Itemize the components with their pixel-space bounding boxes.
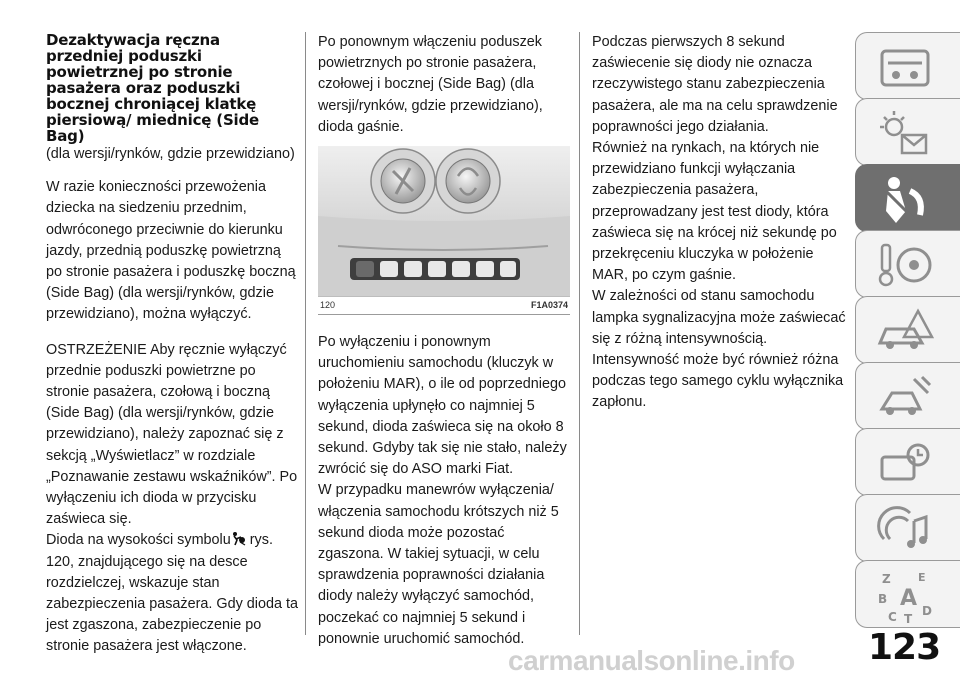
paragraph: Po wyłączeniu i ponownym uruchomieniu samochodu (kluczyk w położeniu MAR), o ile od poprzedniego wyłączenia upłynęło co najmniej 5 sekund, dioda zaświeca się na około 8 sekund. Gdyby tak się nie stało, należy zwrócić się do ASO marki Fiat. <box>318 334 567 478</box>
car-info-icon <box>874 39 938 95</box>
index-letter: E <box>918 571 926 584</box>
index-letter: A <box>900 586 918 611</box>
index-letter: C <box>888 610 897 624</box>
tab-safety[interactable] <box>855 164 960 232</box>
paragraph-text: rys. 120, znajdującego się na desce rozdzielczej, wskazuje stan zabezpieczenia pasażera. Gdy dioda ta jest zgaszona, zabezpieczenie po stronie pasażera jest włączone. <box>46 532 298 655</box>
watermark-text: carmanualsonline.info <box>508 645 795 676</box>
index-letter: Z <box>882 572 891 586</box>
figure <box>318 146 570 328</box>
paragraph: W razie konieczności przewożenia dziecka na siedzeniu przednim, odwróconego przeciwnie do kierunku jazdy, przednią poduszkę powietrzną po stronie pasażera i poduszkę boczną (Side Bag) (dla wersji/rynków, gdzie przewidziano), można wyłączyć. <box>46 179 296 323</box>
warning-lights-icon <box>874 105 938 161</box>
car-emergency-icon <box>874 303 938 359</box>
tab-maintenance[interactable] <box>855 362 960 430</box>
column-divider <box>305 32 306 635</box>
paragraph: W przypadku manewrów wyłączenia/ włączenia samochodu krótszych niż 5 sekund dioda może pozostać zgaszona. W takiej sytuacji, w celu sprawdzenia poprawności działania diody należy wyłączyć samochód, poczekać co najmniej 5 sekund i ponownie uruchomić samochód. <box>318 482 559 647</box>
section-subheading: (dla wersji/rynków, gdzie przewidziano) <box>46 146 295 162</box>
dashboard-photo <box>318 146 570 297</box>
dashboard-controls-illustration <box>318 146 570 296</box>
multimedia-icon <box>874 501 938 557</box>
tab-technical-data[interactable] <box>855 428 960 496</box>
warning-paragraph: OSTRZEŻENIE Aby ręcznie wyłączyć przednie poduszki powietrzne po stronie pasażera, czołową i boczną (Side Bag) (dla wersji/rynków, gdzie przewidziano), należy zapoznać się z sekcją „Wyświetlacz” w rozdziale „Poznawanie zestawu wskaźników”. Po wyłączeniu ich dioda w przycisku zaświeca się. <box>46 341 298 528</box>
key-steering-icon <box>874 237 938 293</box>
tab-starting-driving[interactable] <box>855 230 960 298</box>
tab-alphabetical-index[interactable] <box>855 560 960 628</box>
paragraph: Podczas pierwszych 8 sekund zaświecenie się diody nie oznacza rzeczywistego stanu zabezpieczenia pasażera, ale ma na celu sprawdzenie poprawności jego działania. <box>592 34 838 135</box>
index-letter: T <box>904 612 913 626</box>
tab-multimedia[interactable] <box>855 494 960 562</box>
tab-emergency[interactable] <box>855 296 960 364</box>
figure-number: 120 <box>320 300 336 311</box>
airbag-off-icon <box>231 531 246 546</box>
tab-car-info[interactable] <box>855 32 960 100</box>
column-3 <box>592 32 848 414</box>
figure-divider <box>318 314 570 315</box>
paragraph <box>46 530 298 657</box>
chapter-tabs <box>855 32 960 632</box>
column-divider <box>579 32 580 635</box>
index-letter: D <box>922 604 932 618</box>
column-2 <box>318 32 570 650</box>
section-heading: Dezaktywacja ręczna przedniej poduszki powietrznej po stronie pasażera oraz poduszki bocznej chroniącej klatkę piersiową/ miednicę (Side Bag) <box>46 31 260 145</box>
paragraph: W zależności od stanu samochodu lampka sygnalizacyjna może zaświecać się z różną intensywnością. Intensywność może być również różna podczas tego samego cyklu wyłącznika zapłonu. <box>592 288 846 411</box>
column-1 <box>46 32 298 658</box>
figure-code: F1A0374 <box>530 300 568 311</box>
paragraph-text: Dioda na wysokości symbolu <box>46 532 231 549</box>
maintenance-icon <box>874 369 938 425</box>
tab-warning-lights[interactable] <box>855 98 960 166</box>
index-letter: B <box>878 592 888 606</box>
paragraph: Po ponownym włączeniu poduszek powietrznych po stronie pasażera, czołowej i bocznej (Side Bag) (dla wersji/rynków, gdzie przewidziano), dioda gaśnie. <box>318 34 543 135</box>
figure-caption <box>318 298 570 312</box>
paragraph: Również na rynkach, na których nie przewidziano funkcji wyłączania zabezpieczenia pasażera, przeprowadzany jest test diody, która zaświeca się na krócej niż sekundę po przekręceniu kluczyka w położenie MAR, po czym gaśnie. <box>592 140 837 284</box>
page-number: 123 <box>868 627 941 668</box>
alphabetical-index-icon <box>874 567 938 627</box>
safety-seatbelt-icon <box>874 171 938 227</box>
technical-data-icon <box>874 435 938 491</box>
